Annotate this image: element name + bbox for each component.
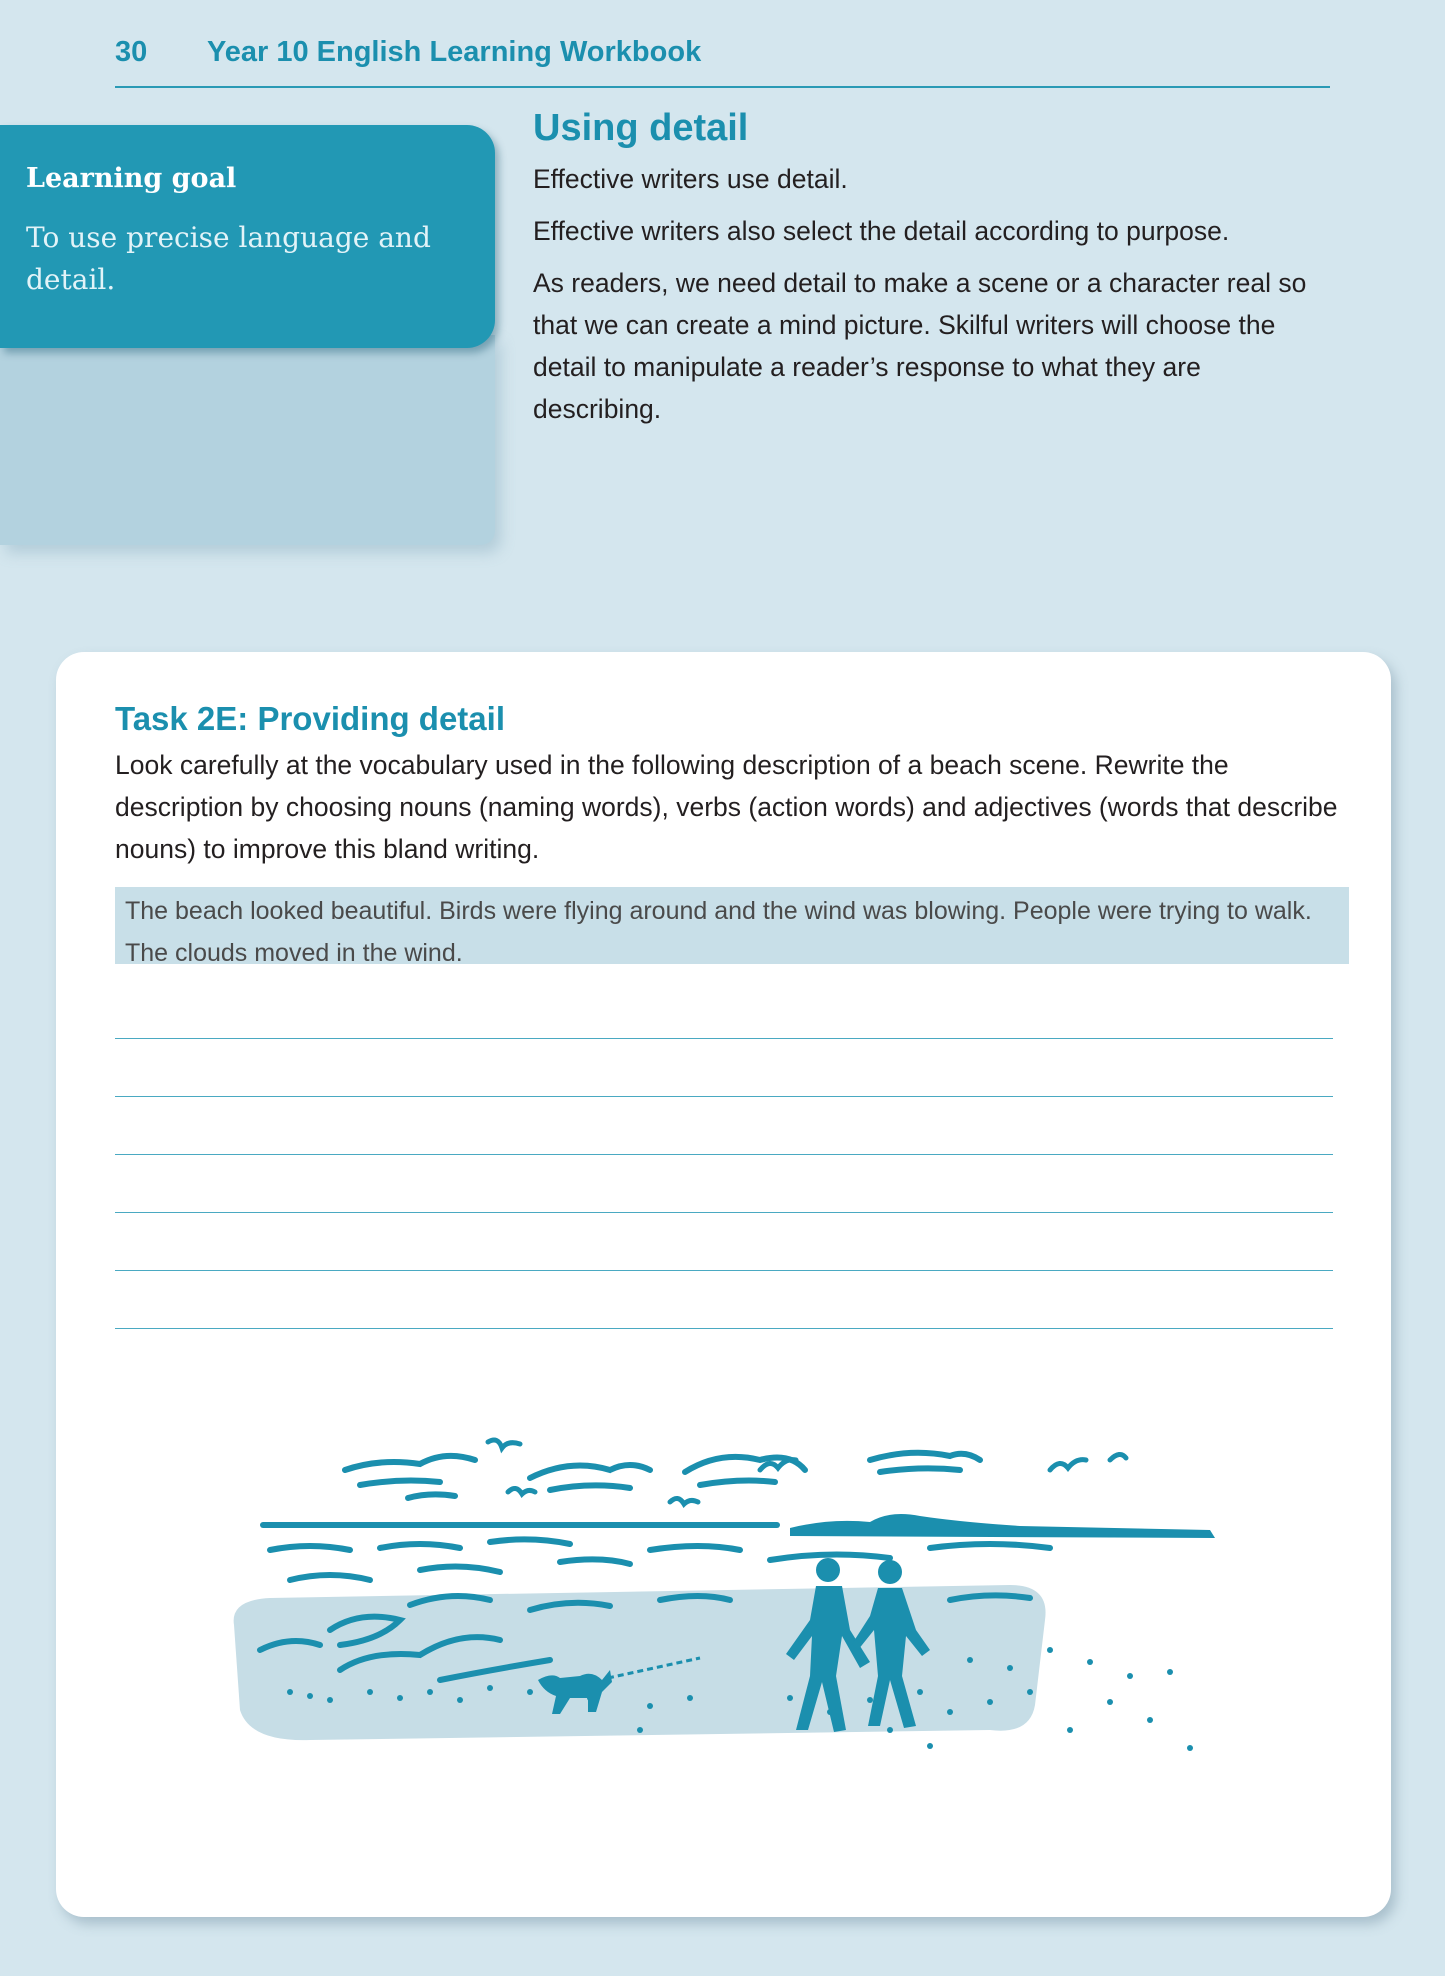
horizon-hills bbox=[260, 1514, 1215, 1538]
task-heading: Task 2E: Providing detail bbox=[115, 700, 505, 737]
writing-line[interactable] bbox=[115, 1155, 1333, 1213]
writing-area[interactable] bbox=[115, 1038, 1333, 1329]
beach-scene-illustration bbox=[230, 1430, 1250, 1760]
learning-goal-shadow-panel bbox=[0, 335, 495, 545]
writing-line[interactable] bbox=[115, 1213, 1333, 1271]
intro-section bbox=[533, 104, 1333, 440]
writing-line[interactable] bbox=[115, 1271, 1333, 1329]
page-number: 30 bbox=[115, 36, 148, 68]
learning-goal-text: To use precise language and detail. bbox=[26, 221, 431, 296]
sample-text-box: The beach looked beautiful. Birds were flying around and the wind was blowing. People were trying to walk. The clouds moved in the wind. bbox=[115, 887, 1349, 964]
intro-paragraph: Effective writers also select the detail according to purpose. bbox=[533, 216, 1230, 246]
task-instructions: Look carefully at the vocabulary used in the following description of a beach scene. Rewrite the description by choosing nouns (naming words), verbs (action words) and adjectives (words that describe nouns) to improve this bland writing. bbox=[115, 750, 1338, 864]
section-heading: Using detail bbox=[533, 107, 749, 149]
intro-paragraph: Effective writers use detail. bbox=[533, 164, 848, 194]
page-header bbox=[115, 30, 1330, 88]
clouds-icon bbox=[345, 1453, 980, 1498]
writing-line[interactable] bbox=[115, 1097, 1333, 1155]
writing-line[interactable] bbox=[115, 1039, 1333, 1097]
intro-paragraph: As readers, we need detail to make a scene or a character real so that we can create a mind picture. Skilful writers will choose the detail to manipulate a reader’s response to what they are describing. bbox=[533, 268, 1307, 424]
learning-goal-heading: Learning goal bbox=[26, 163, 237, 194]
book-title: Year 10 English Learning Workbook bbox=[207, 36, 702, 68]
learning-goal-box bbox=[0, 125, 495, 348]
